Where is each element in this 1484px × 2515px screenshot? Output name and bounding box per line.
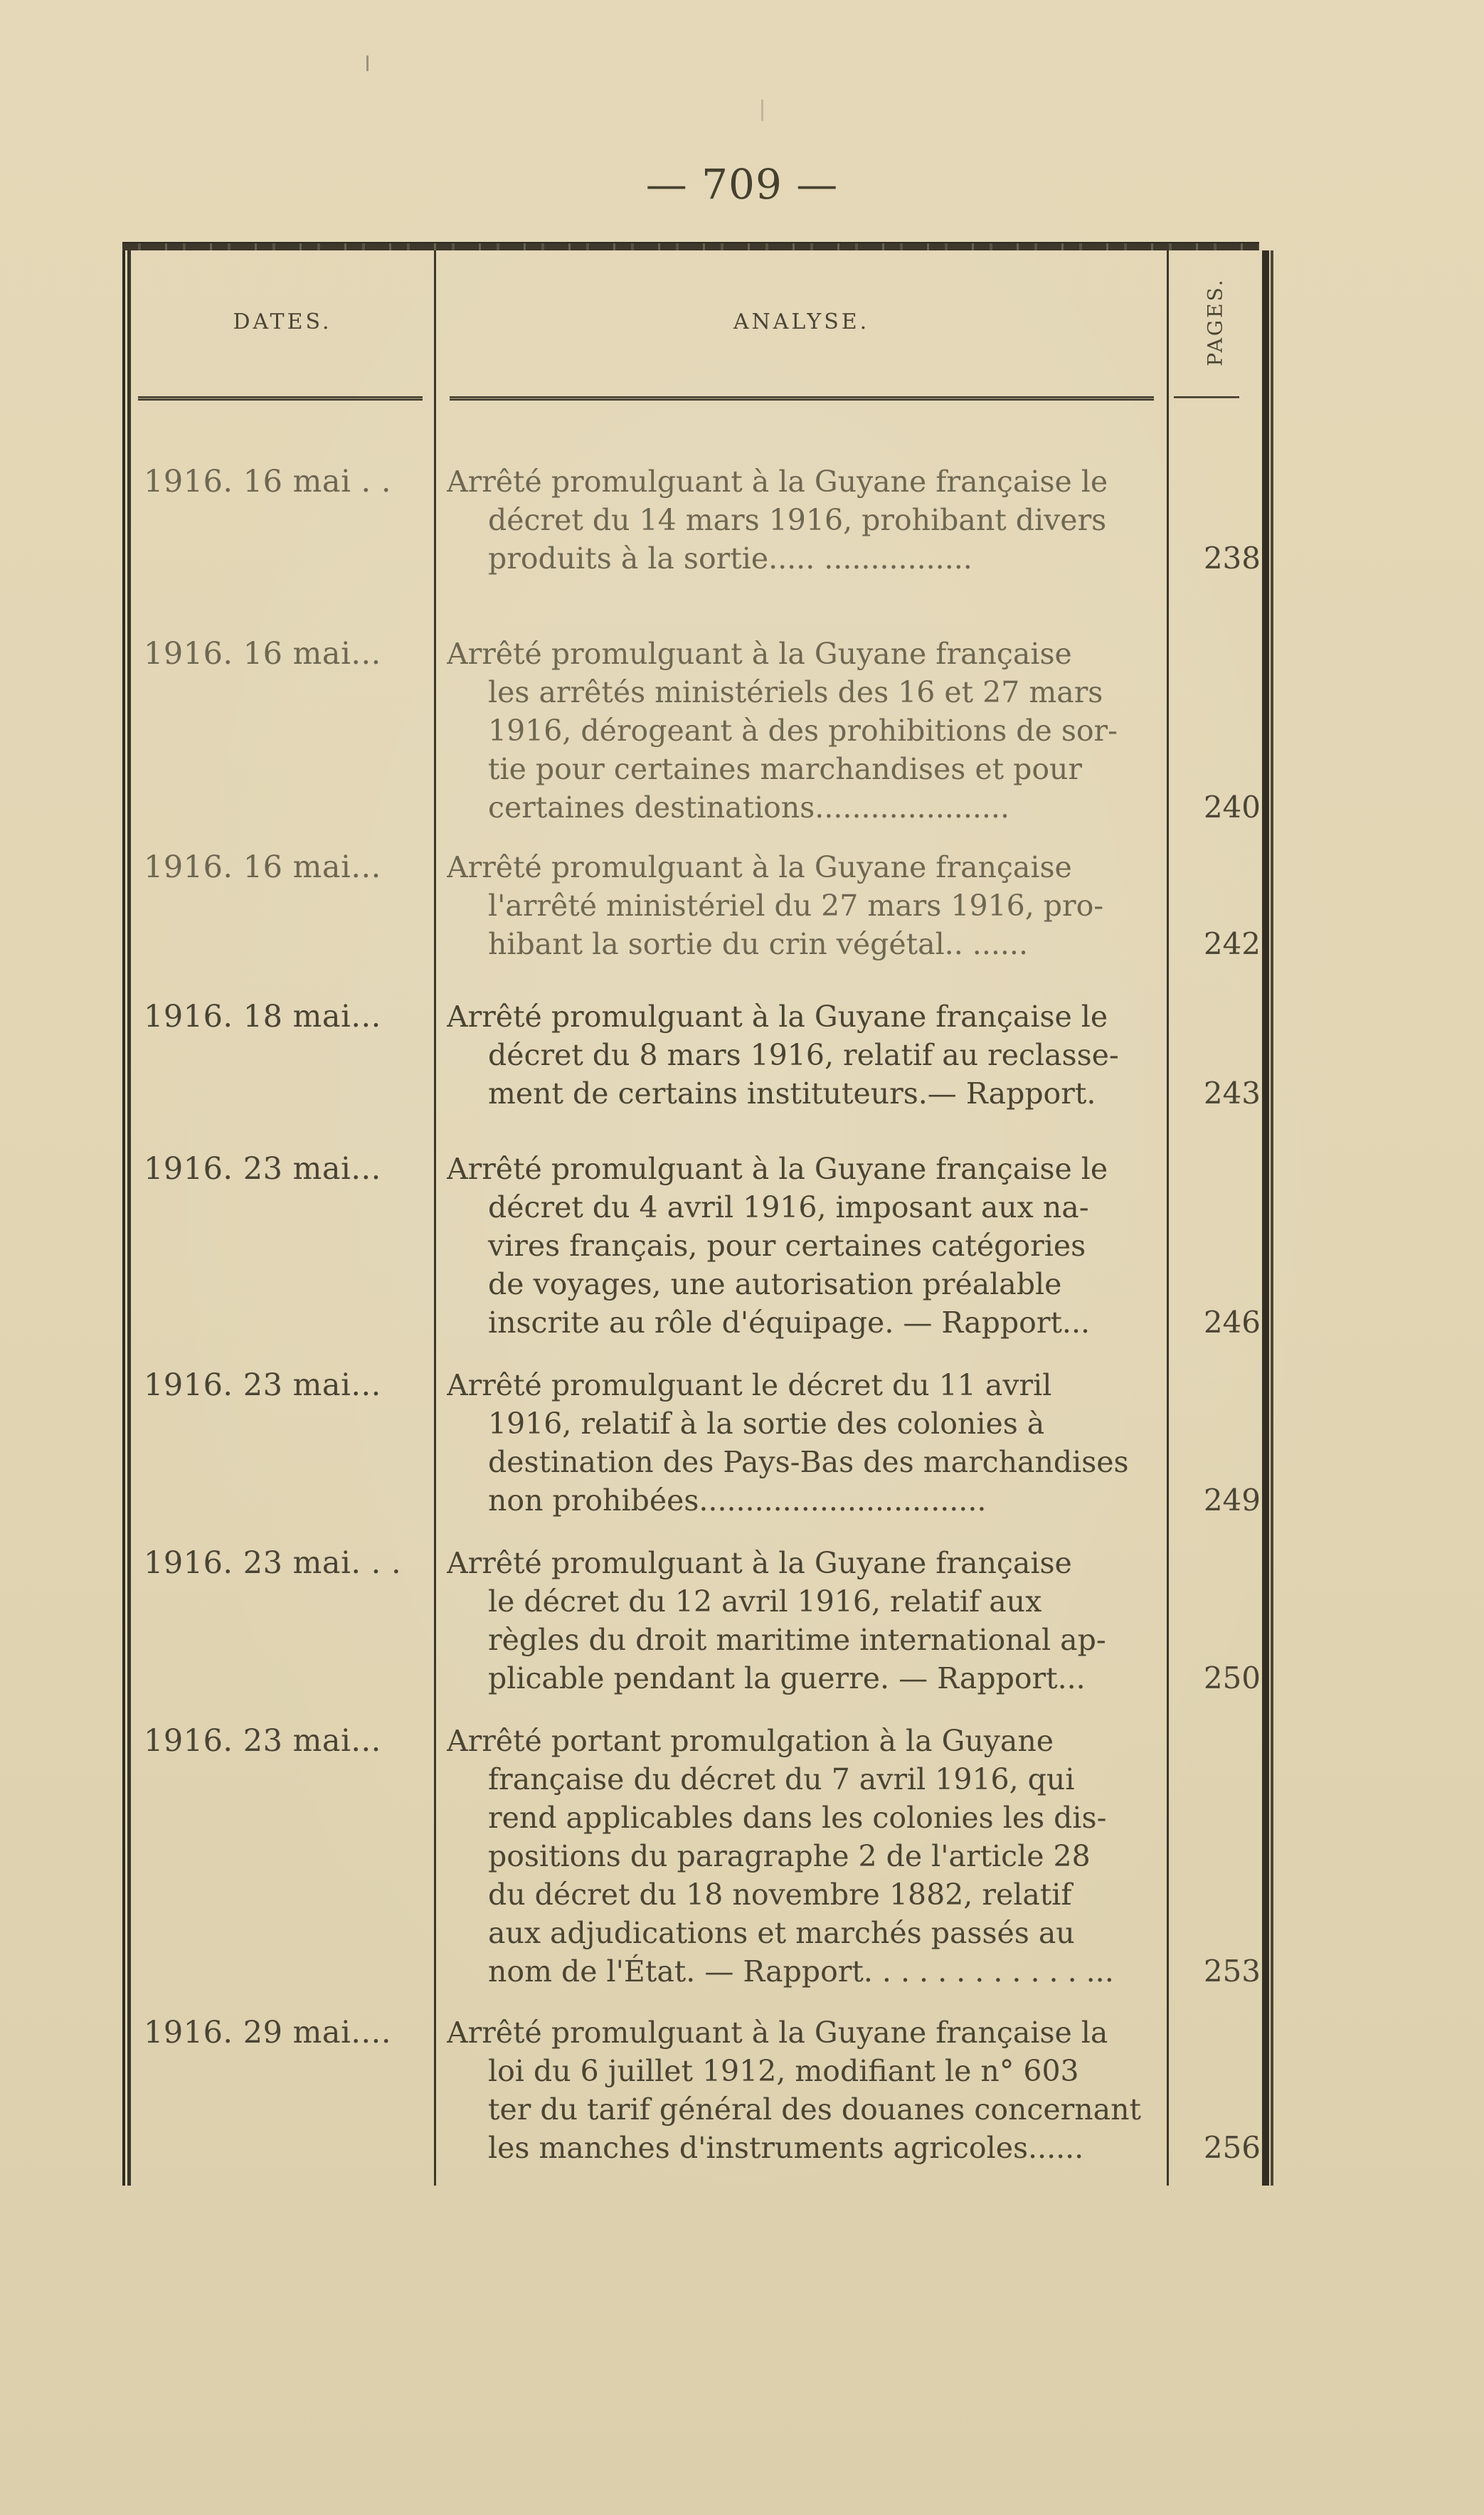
entry-page: 250	[1203, 1661, 1261, 1695]
analysis-line: Arrêté promulguant le décret du 11 avril	[447, 1368, 1052, 1402]
analysis-line: le décret du 12 avril 1916, relatif aux	[488, 1584, 1042, 1619]
analysis-line: Arrêté promulguant à la Guyane française	[447, 637, 1072, 671]
analysis-line: décret du 8 mars 1916, relatif au reclasse-	[488, 1038, 1119, 1072]
analysis-line: ment de certains instituteurs.— Rapport.	[488, 1076, 1096, 1111]
analysis-line: Arrêté promulguant à la Guyane française la	[447, 2016, 1108, 2050]
analysis-line: française du décret du 7 avril 1916, qui	[488, 1762, 1075, 1796]
column-divider-pages	[1167, 250, 1169, 2186]
analysis-line: décret du 4 avril 1916, imposant aux na-	[488, 1190, 1089, 1224]
entry-date: 1916. 29 mai....	[144, 2015, 391, 2050]
analysis-line: règles du droit maritime international ap-	[488, 1623, 1106, 1657]
analysis-line: produits à la sortie..... ................	[488, 541, 972, 576]
page-number: — 709 —	[645, 160, 839, 208]
entry-analysis	[447, 462, 1164, 578]
analysis-line: plicable pendant la guerre. — Rapport...	[488, 1661, 1086, 1695]
entry-analysis	[447, 848, 1164, 963]
entry-page: 253	[1203, 1954, 1261, 1989]
analysis-line: décret du 14 mars 1916, prohibant divers	[488, 503, 1107, 537]
analysis-line: Arrêté promulguant à la Guyane française le	[447, 1000, 1108, 1034]
analysis-line: les arrêtés ministériels des 16 et 27 mars	[488, 675, 1103, 709]
header-dates: DATES.	[233, 309, 332, 334]
analysis-line: tie pour certaines marchandises et pour	[488, 752, 1083, 786]
entry-date: 1916. 23 mai...	[144, 1723, 381, 1759]
table-top-rule	[122, 242, 1259, 250]
header-rule-analyse	[450, 396, 1154, 401]
analysis-line: non prohibées...............................	[488, 1483, 987, 1518]
entry-date: 1916. 16 mai . .	[144, 464, 391, 499]
entry-date: 1916. 23 mai...	[144, 1367, 381, 1403]
header-pages	[1169, 250, 1262, 393]
analysis-line: inscrite au rôle d'équipage. — Rapport...	[488, 1306, 1091, 1340]
analysis-line: positions du paragraphe 2 de l'article 28	[488, 1839, 1091, 1873]
analysis-line: loi du 6 juillet 1912, modifiant le n° 603	[488, 2054, 1079, 2088]
analysis-line: Arrêté promulguant à la Guyane française	[447, 850, 1072, 884]
entry-analysis	[447, 997, 1164, 1113]
header-rule-pages	[1174, 396, 1239, 398]
entry-analysis	[447, 1150, 1164, 1342]
entry-date: 1916. 23 mai. . .	[144, 1545, 402, 1581]
analysis-line: Arrêté promulguant à la Guyane française le	[447, 1152, 1108, 1186]
analysis-line: Arrêté promulguant à la Guyane française le	[447, 465, 1108, 499]
entry-analysis	[447, 1544, 1164, 1698]
entry-analysis	[447, 1366, 1164, 1520]
analysis-line: ter du tarif général des douanes concernant	[488, 2092, 1141, 2127]
analysis-line: 1916, dérogeant à des prohibitions de sor-	[488, 714, 1118, 748]
entry-date: 1916. 16 mai...	[144, 849, 381, 885]
analysis-line: Arrêté portant promulgation à la Guyane	[447, 1724, 1054, 1758]
entry-analysis	[447, 2013, 1164, 2167]
header-analyse: ANALYSE.	[733, 309, 870, 334]
entry-page: 256	[1203, 2130, 1261, 2165]
entry-analysis	[447, 635, 1164, 827]
entry-date: 1916. 18 mai...	[144, 999, 381, 1034]
header-rule-dates	[138, 396, 423, 401]
header-pages-label: PAGES.	[1203, 277, 1227, 366]
analysis-line: du décret du 18 novembre 1882, relatif	[488, 1878, 1072, 1912]
analysis-line: l'arrêté ministériel du 27 mars 1916, pro-	[488, 889, 1104, 923]
analysis-line: nom de l'État. — Rapport. . . . . . . . . . . . ...	[488, 1954, 1114, 1989]
analysis-line: rend applicables dans les colonies les dis-	[488, 1801, 1107, 1835]
analysis-line: vires français, pour certaines catégories	[488, 1229, 1086, 1263]
entry-page: 242	[1203, 926, 1261, 961]
entry-page: 243	[1203, 1076, 1261, 1111]
table-right-border	[1262, 250, 1273, 2186]
analysis-line: certaines destinations.....................	[488, 790, 1009, 825]
table-left-border	[122, 250, 131, 2186]
analysis-line: Arrêté promulguant à la Guyane française	[447, 1546, 1072, 1580]
entry-page: 246	[1203, 1305, 1261, 1340]
analysis-line: les manches d'instruments agricoles......	[488, 2131, 1084, 2165]
analysis-line: de voyages, une autorisation préalable	[488, 1267, 1062, 1301]
analysis-line: destination des Pays-Bas des marchandises	[488, 1445, 1129, 1479]
analysis-line: aux adjudications et marchés passés au	[488, 1916, 1075, 1950]
paper-mark	[366, 55, 369, 71]
analysis-line: 1916, relatif à la sortie des colonies à	[488, 1407, 1045, 1441]
entry-page: 240	[1203, 790, 1261, 825]
entry-date: 1916. 16 mai...	[144, 636, 381, 672]
analysis-line: hibant la sortie du crin végétal.. ......	[488, 927, 1028, 961]
entry-page: 238	[1203, 541, 1261, 576]
entry-date: 1916. 23 mai...	[144, 1151, 381, 1187]
paper-mark	[761, 100, 763, 121]
entry-page: 249	[1203, 1483, 1261, 1518]
entry-analysis	[447, 1722, 1164, 1991]
column-divider-dates	[434, 250, 436, 2186]
index-table	[122, 250, 1259, 2186]
